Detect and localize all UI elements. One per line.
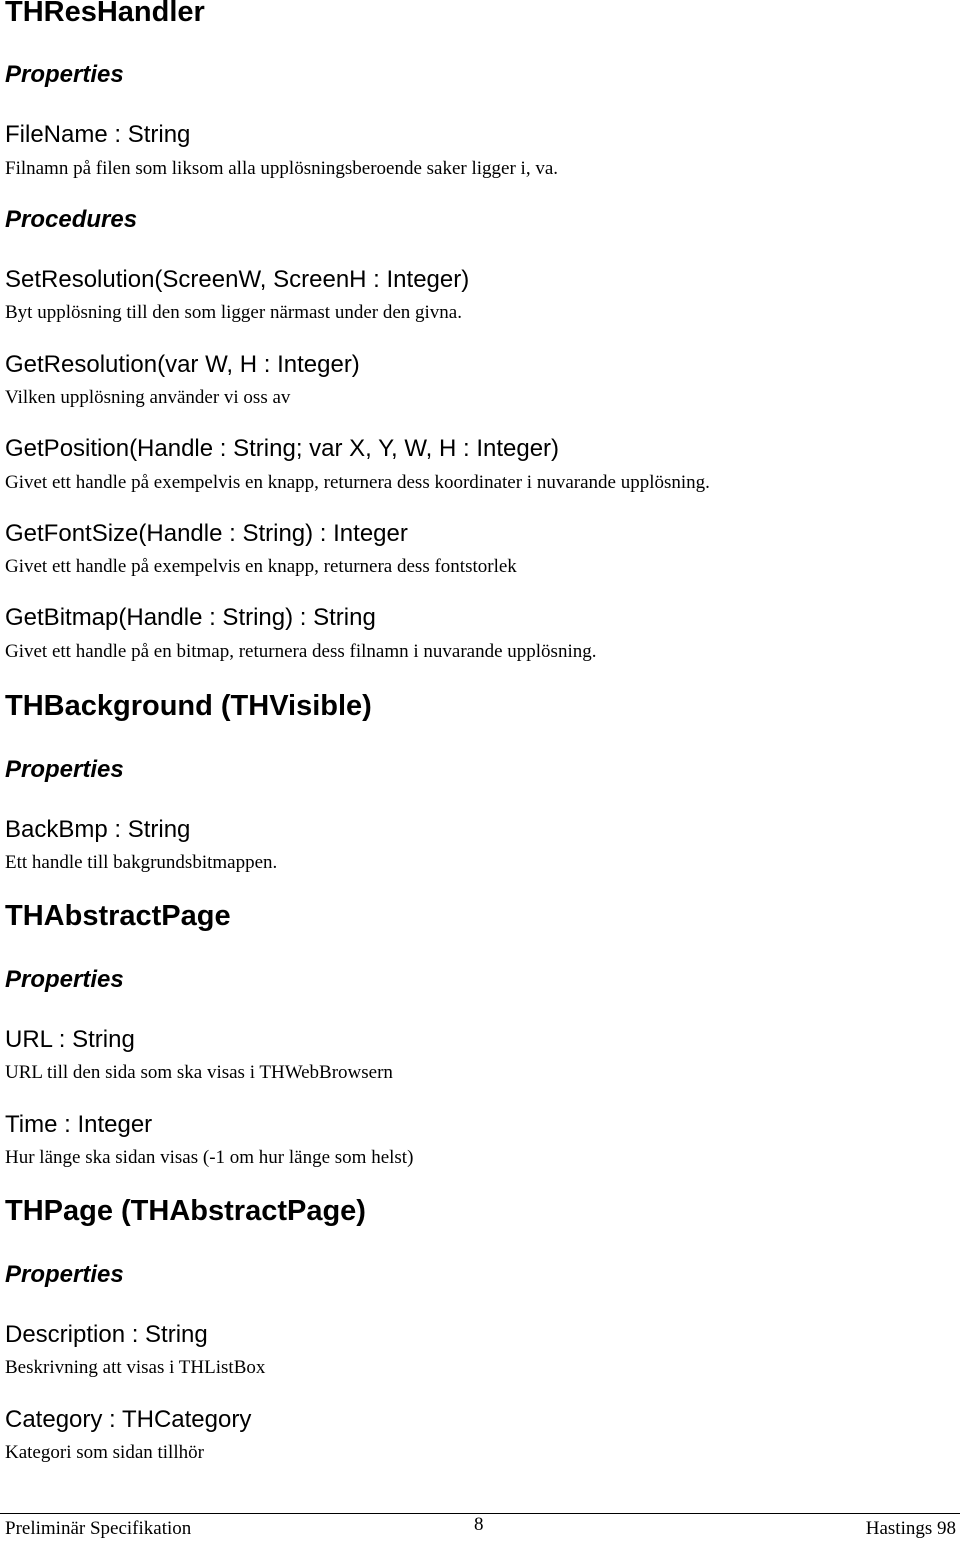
filename-signature: FileName : String (5, 121, 191, 148)
category-description: Kategori som sidan tillhör (5, 1442, 204, 1463)
section-title-thbackground: THBackground (THVisible) (5, 690, 372, 722)
properties-heading: Properties (5, 966, 124, 993)
url-description: URL till den sida som ska visas i THWebBrowsern (5, 1062, 393, 1083)
getbitmap-description: Givet ett handle på en bitmap, returnera dess filnamn i nuvarande upplösning. (5, 641, 597, 662)
category-signature: Category : THCategory (5, 1406, 252, 1433)
time-description: Hur länge ska sidan visas (-1 om hur länge som helst) (5, 1147, 414, 1168)
time-signature: Time : Integer (5, 1111, 153, 1138)
setresolution-signature: SetResolution(ScreenW, ScreenH : Integer) (5, 266, 470, 293)
backbmp-description: Ett handle till bakgrundsbitmappen. (5, 852, 278, 873)
description-description: Beskrivning att visas i THListBox (5, 1357, 266, 1378)
properties-heading: Properties (5, 61, 124, 88)
section-title-thpage: THPage (THAbstractPage) (5, 1195, 366, 1227)
footer-author: Hastings 98 (865, 1518, 956, 1539)
url-signature: URL : String (5, 1026, 135, 1053)
setresolution-description: Byt upplösning till den som ligger närmast under den givna. (5, 302, 462, 323)
getfontsize-signature: GetFontSize(Handle : String) : Integer (5, 520, 408, 547)
properties-heading: Properties (5, 756, 124, 783)
getresolution-signature: GetResolution(var W, H : Integer) (5, 351, 360, 378)
filename-description: Filnamn på filen som liksom alla upplösningsberoende saker ligger i, va. (5, 158, 559, 179)
section-title-thres-handler: THResHandler (5, 0, 205, 28)
description-signature: Description : String (5, 1321, 208, 1348)
getposition-description: Givet ett handle på exempelvis en knapp, returnera dess koordinater i nuvarande upplösning. (5, 472, 710, 493)
procedures-heading: Procedures (5, 206, 138, 233)
footer-document-title: Preliminär Specifikation (5, 1518, 192, 1539)
footer-page-number: 8 (474, 1514, 484, 1535)
backbmp-signature: BackBmp : String (5, 816, 191, 843)
getbitmap-signature: GetBitmap(Handle : String) : String (5, 604, 376, 631)
getresolution-description: Vilken upplösning använder vi oss av (5, 387, 291, 408)
getfontsize-description: Givet ett handle på exempelvis en knapp, returnera dess fontstorlek (5, 556, 517, 577)
properties-heading: Properties (5, 1261, 124, 1288)
getposition-signature: GetPosition(Handle : String; var X, Y, W, H : Integer) (5, 435, 560, 462)
section-title-thabstractpage: THAbstractPage (5, 900, 231, 932)
